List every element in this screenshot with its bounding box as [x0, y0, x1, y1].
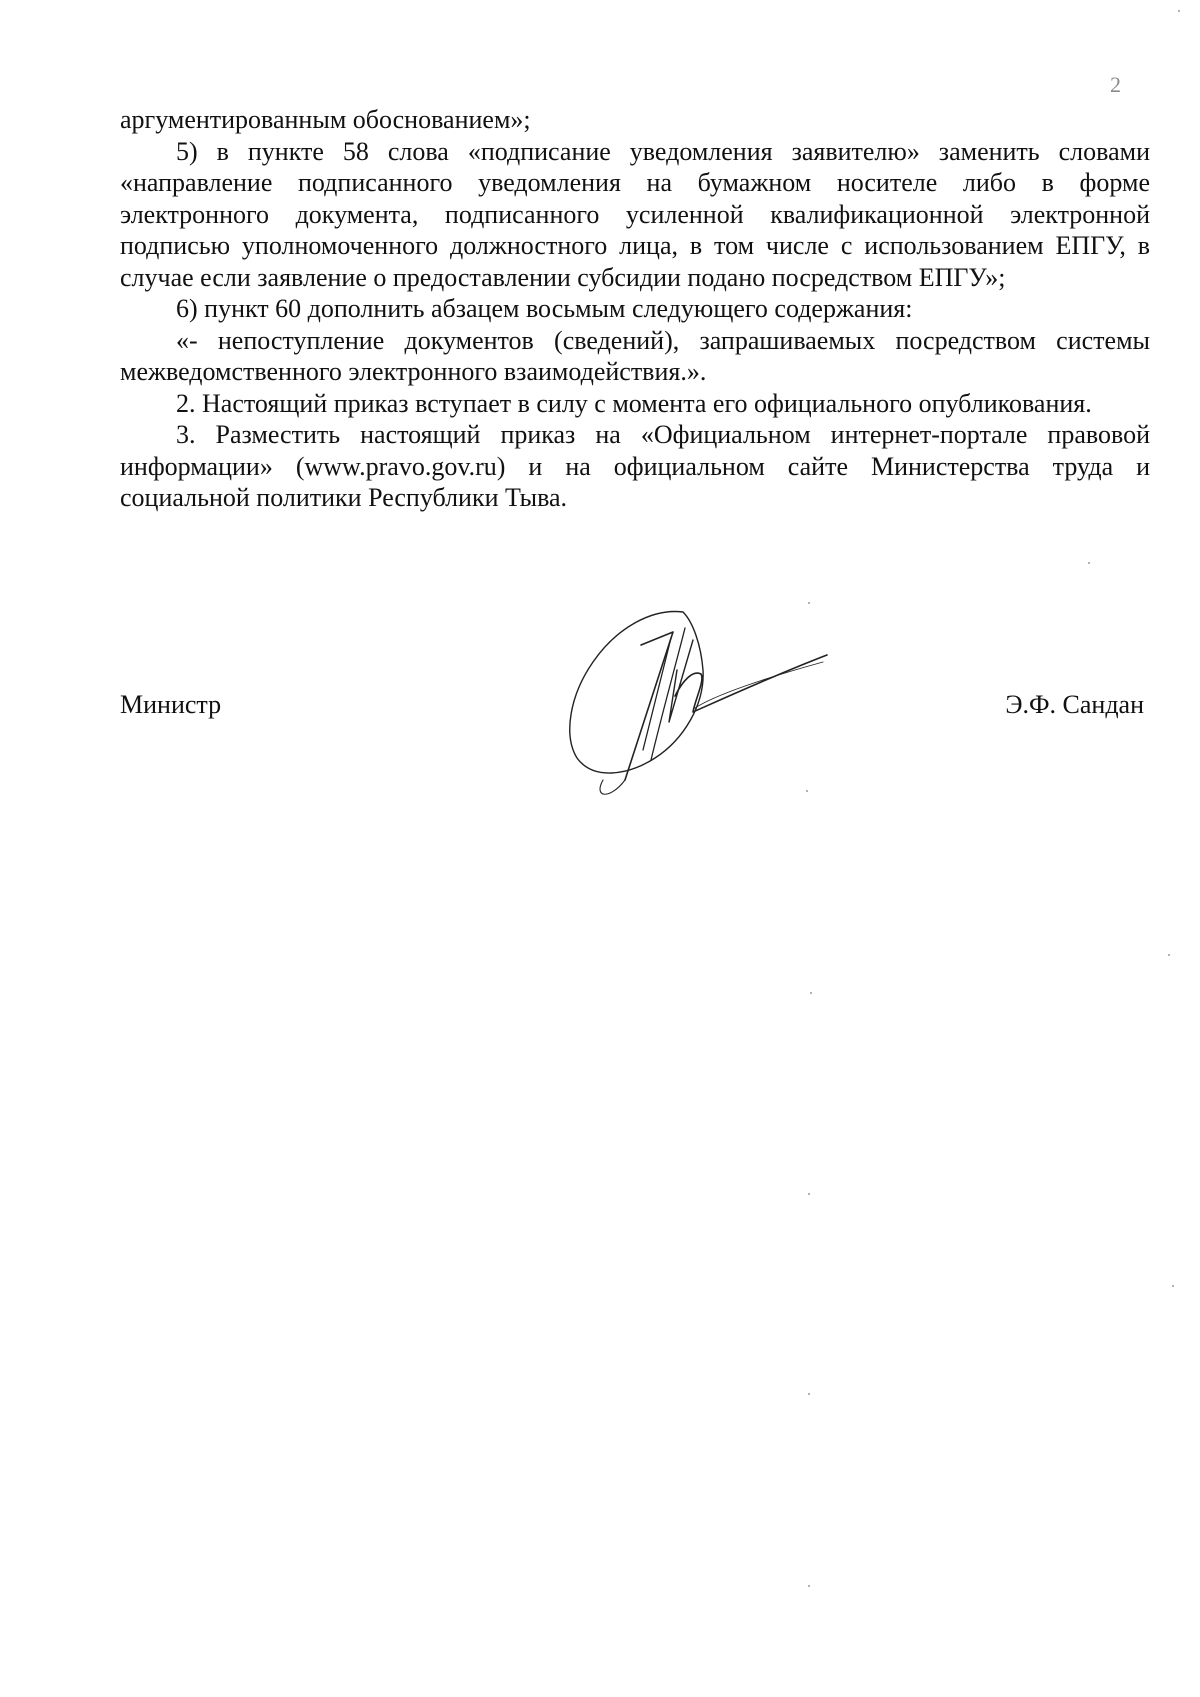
scan-speck: [1168, 954, 1170, 956]
scan-speck: [806, 790, 808, 792]
handwritten-signature-icon: [555, 600, 895, 805]
paragraph-quoted-addition: «- непоступление документов (сведений), запрашиваемых посредством системы межведомственного электронного взаимодействия.».: [120, 325, 1150, 386]
scan-speck: [1178, 10, 1180, 12]
scan-speck: [1088, 562, 1090, 564]
paragraph-item-6: 6) пункт 60 дополнить абзацем восьмым следующего содержания:: [176, 294, 913, 323]
paragraph-clause-2: 2. Настоящий приказ вступает в силу с момента его официального опубликования.: [176, 388, 1092, 418]
page-number: 2: [1110, 72, 1121, 97]
scan-speck: [808, 1193, 810, 1195]
scan-speck: [810, 992, 812, 994]
signer-name: Э.Ф. Сандан: [1005, 690, 1144, 719]
scan-speck: [808, 1393, 810, 1395]
scan-speck: [1172, 1285, 1174, 1287]
paragraph-clause-3: 3. Разместить настоящий приказ на «Официальном интернет-портале правовой информации» (www.pravo.gov.ru) и на официальном сайте Министерства труда и социальной политики Республики Тыва.: [120, 420, 1150, 512]
scan-speck: [808, 1585, 810, 1587]
document-body: [120, 104, 1150, 514]
paragraph-item-5: 5) в пункте 58 слова «подписание уведомления заявителю» заменить словами «направление подписанного уведомления на бумажном носителе либо в форме электронного документа, подписанного усиленной квалификационной электронной подписью уполномоченного должностного лица, в том числе с использованием ЕПГУ, в случае если заявление о предоставлении субсидии подано посредством ЕПГУ»;: [120, 136, 1150, 292]
paragraph-continuation: аргументированным обоснованием»;: [120, 105, 531, 134]
scan-speck: [808, 602, 810, 604]
signer-title: Министр: [120, 690, 222, 719]
